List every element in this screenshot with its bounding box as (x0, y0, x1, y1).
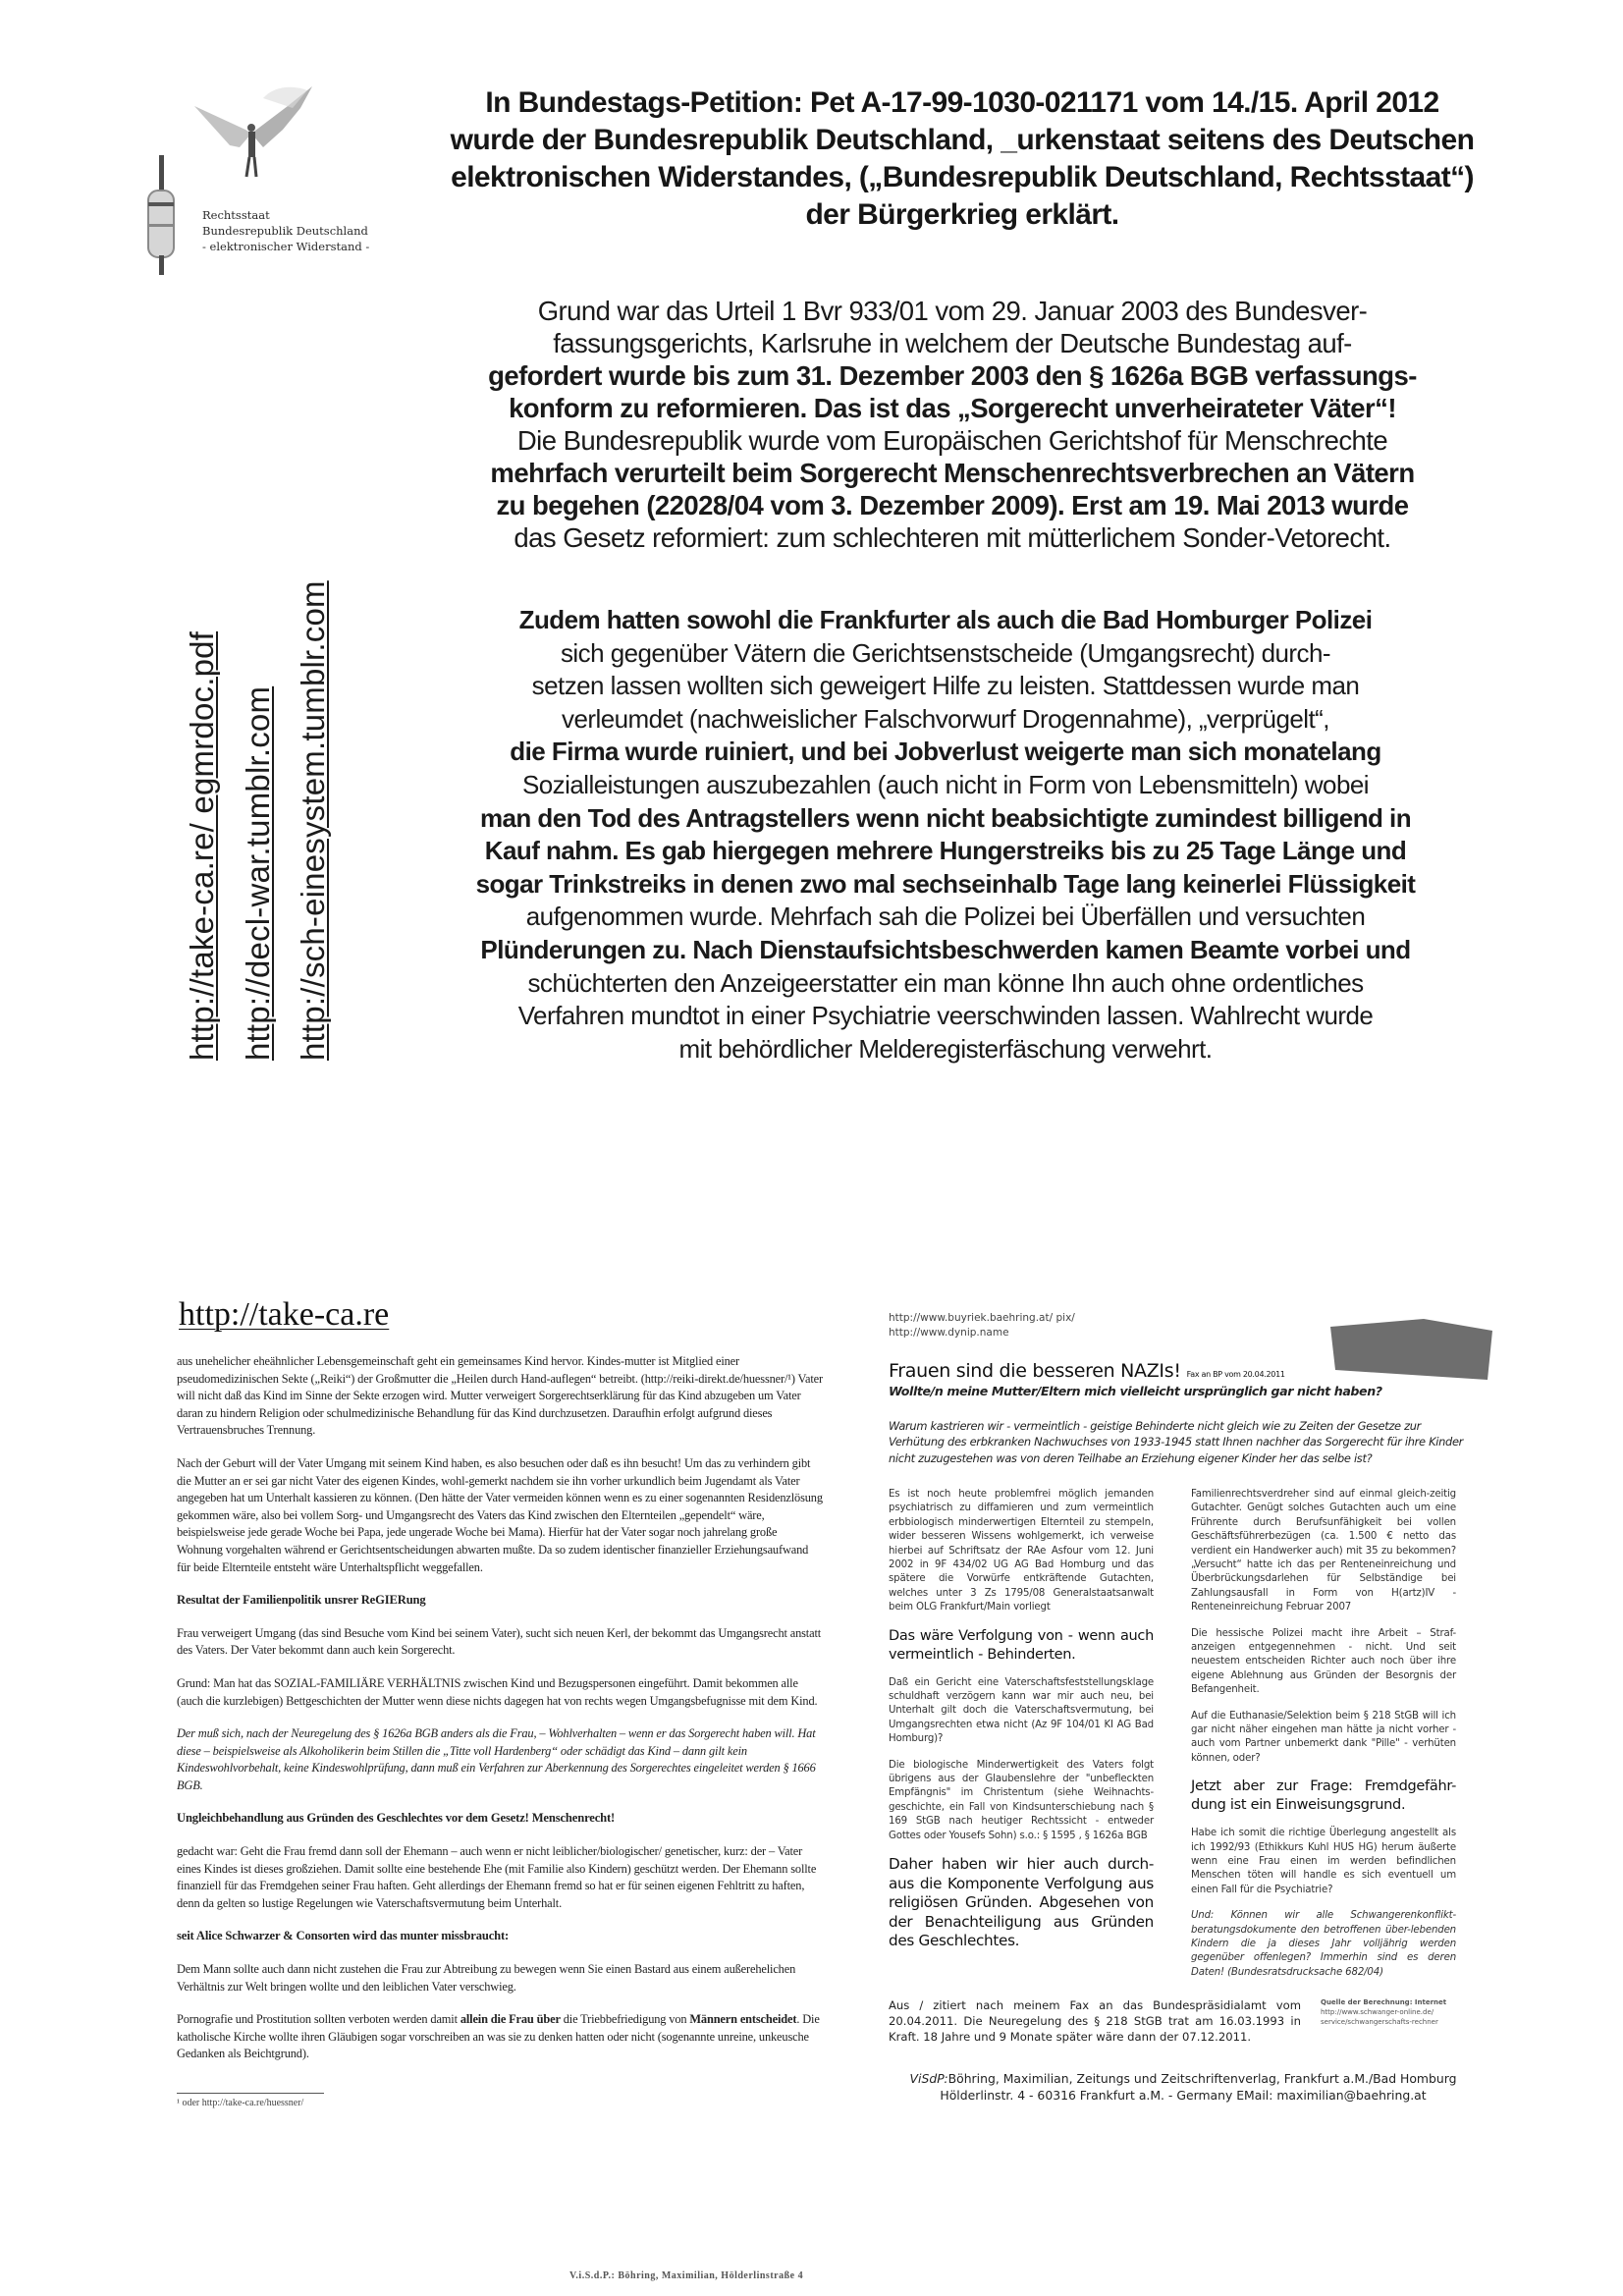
footnote-divider (177, 2093, 324, 2094)
doc-right-column-1 (889, 1488, 1154, 1992)
link-decl-war[interactable]: http://decl-war.tumblr.com (240, 685, 276, 1061)
source-label: Quelle der Berechnung: Internet (1321, 1998, 1447, 2007)
column-paragraph: Die hessische Polizei macht ihre Arbeit – Straf-anzeigen entgegennehmen - nicht. Und seit neuestem entscheiden Richter auch noch über ihre eigene Ablehnung aus Gründen der Besorgnis der Befangenheit. (1191, 1627, 1456, 1696)
doc-right-title (889, 1360, 1478, 1382)
column-paragraph: Es ist noch heute problemfrei möglich jemanden psychiatrisch zu diffamieren und zum vermeintlich erbbiologisch minderwertigen Elternteil zu stempeln, wider besseren Wissens wohlgemerkt, ich verweise hierbei auf Schriftsatz der RAe Asfour vom 12. Juni 2002 in 9F 434/02 UG AG Bad Homburg und das spätere die Vorwürfe entkräftende Gutachten, welches unter 3 Zs 1795/08 Generalstaatsanwalt beim OLG Frankfurt/Main vorliegt (889, 1488, 1154, 1613)
doc-right-subtitle: Wollte/n meine Mutter/Eltern mich vielleicht ursprünglich gar nicht haben? (889, 1384, 1382, 1398)
doc-left-imprint: V.i.S.d.P.: Böhring, Maximilian, Hölderlinstraße 4 (569, 2270, 804, 2281)
text-line: Sozialleistungen auszubezahlen (auch nicht in Form von Lebensmitteln) wobei (521, 769, 1370, 799)
link-sch-einesystem[interactable]: http://sch-einesystem.tumblr.com (295, 580, 331, 1061)
doc-left-url-link[interactable]: http://take-ca.re (179, 1296, 390, 1333)
paragraph-verdict (373, 295, 1532, 554)
text-line: konform zu reformieren. Das ist das „Sorgerecht unverheirateter Väter“! (509, 393, 1396, 423)
text-line: Verfahren mundtot in einer Psychiatrie veerschwinden lassen. Wahlrecht wurde (517, 1001, 1374, 1031)
footnote: ¹ oder http://take-ca.re/huessner/ (177, 2098, 304, 2108)
text-line: Plünderungen zu. Nach Dienstaufsichtsbeschwerden kamen Beamte vorbei und (480, 934, 1411, 964)
title-note: Fax an BP vom 20.04.2011 (1186, 1370, 1285, 1379)
doc-left-paragraph: Nach der Geburt will der Vater Umgang mit seinem Kind haben, es also besuchen oder daß es ihn besucht! Um das zu verhindern gibt die Mutter an er sei gar nicht Vater des eigenen Kindes, wohl-gemerkt nachdem sie ihn vorher urkundlich beim Jugendamt als Vater angegeben hat um Unterhalt kassieren zu können. (Den hätte der Vater vermeiden können wenn es zu einer sogenannten Residenzlösung gekommen wäre, also bei vollem Sorg- und Umgangsrecht des Vaters das Kind zwischen den Elternteilen „gependelt“ wäre, beispielsweise jede gerade Woche bei Papa, jede ungerade Woche bei Mama). Hierfür hat der Vater sogar noch jahrelang große Wohnung vorgehalten während er Gerichtsentscheidungen abwarten mußte. Da so zudem identischer finanzieller Erziehungsaufwand für beide Elternteile entsteht wäre Unterhaltspflicht weggefallen. (177, 1455, 823, 1574)
text-line: setzen lassen wollten sich geweigert Hilfe zu leisten. Stattdessen wurde man (531, 671, 1360, 701)
doc-left-paragraph: Frau verweigert Umgang (das sind Besuche vom Kind bei seinem Vater), sucht sich neuen Kerl, der bekommt das Umgangsrecht anstatt des Vaters. Der Vater bekommt dann auch kein Sorgerecht. (177, 1625, 822, 1658)
link-egmrdoc[interactable]: http://take-ca.re/ egmrdoc.pdf (184, 630, 220, 1061)
doc-right-url-link[interactable]: http://www.dynip.name (889, 1327, 1009, 1339)
doc-right-footer-note: Aus / zitiert nach meinem Fax an das Bundespräsidialamt vom 20.04.2011. Die Neuregelung des § 218 StGB trat am 16.03.1993 in Kraft. 18 Jahre und 9 Monate später wäre dann der 07.12.2011. (889, 1998, 1301, 2045)
source-url-link[interactable]: http://www.schwanger-online.de/ service/schwangerschafts-rechner (1321, 2008, 1438, 2027)
text-line: das Gesetz reformiert: zum schlechteren mit mütterlichem Sonder-Vetorecht. (514, 522, 1391, 553)
text-line: Grund war das Urteil 1 Bvr 933/01 vom 29. Januar 2003 des Bundesver- (537, 296, 1368, 326)
logo (145, 69, 410, 275)
doc-left-heading: seit Alice Schwarzer & Consorten wird das munter missbraucht: (177, 1929, 510, 1943)
text-line: gefordert wurde bis zum 31. Dezember 2003 den § 1626a BGB verfassungs- (488, 360, 1417, 391)
doc-right-imprint (889, 2070, 1478, 2104)
text-line: aufgenommen wurde. Mehrfach sah die Polizei bei Überfällen und versuchten (525, 902, 1366, 932)
column-paragraph: Familienrechtsverdreher sind auf einmal gleich-zeitig Gutachter. Genügt solches Gutachten auch um eine Frührente durch Berufsunfähigkeit bei vollen Geschäftsführerbezügen (ca. 1.500 € netto das verdient ein Handwerker auch) mit 35 zu bekommen? „Versucht“ hatte ich das per Renteneinreichung und Überbrückungsdarlehen für Selbständige bei Zahlungsausfall in Form von H(artz)IV - Renteneinreichung Februar 2007 (1191, 1488, 1456, 1613)
doc-left-paragraph: aus unehelicher eheähnlicher Lebensgemeinschaft geht ein gemeinsames Kind hervor. Kindes-mutter ist Mitglied einer pseudomedizinischen Sekte („Reiki“) der Großmutter die „Heilen durch Hand-auflegen“ betreibt. (http://reiki-direkt.de/huessner/¹) Vater will nicht daß das Kind im Sinne der Sekte erzogen wird. Mutter verweigert Sorgerechtserklärung für das Kind abzugeben um Vater daran zu hindern Religion oder schulmedizinische Behandlung für das Kind durchzusetzen. Daraufhin erfolgt aufgrund dieses Vertrauensbruches Trennung. (177, 1354, 823, 1438)
doc-left-heading: Resultat der Familienpolitik unsrer ReGIERung (177, 1593, 426, 1608)
doc-left-paragraph: gedacht war: Geht die Frau fremd dann soll der Ehemann – auch wenn er nicht leiblicher/biologischer/ genetischer, kurz: der – Vater eines Kindes ist dieses großziehen. Damit sollte eine bestehende Ehe (mit Familie also Kindern) geschützt werden. Der Ehemann sollte finanziell für das Fremdgehen seiner Frau haften. Geht allerdings der Ehemann fremd so hat er für seinen eigenen Fehltritt zu haften, denn da gelten so lustige Regelungen wie Vaterschaftsvermutung beim Unterhalt. (177, 1844, 817, 1910)
visdp-line: Böhring, Maximilian, Zeitungs und Zeitschriftenverlag, Frankfurt a.M./Bad Homburg (947, 2071, 1457, 2087)
header-line: der Bürgerkrieg erklärt. (805, 198, 1119, 231)
header-line: In Bundestags-Petition: Pet A-17-99-1030-021171 vom 14./15. April 2012 (485, 86, 1439, 119)
text-line: fassungsgerichts, Karlsruhe in welchem der Deutsche Bundestag auf- (553, 328, 1352, 358)
doc-left-paragraph: Dem Mann sollte auch dann nicht zustehen die Frau zur Abtreibung zu bewegen wenn Sie einen Bastard aus einem außerehelichen Verhältnis zur Welt bringen wollte und den leiblichen Vater verschwieg. (177, 1962, 796, 1994)
logo-text-line: - elektronischer Widerstand - (202, 240, 370, 253)
doc-right-column-2 (1191, 1488, 1456, 1992)
column-paragraph: Die biologische Minderwertigkeit des Vaters folgt übrigens aus der Glaubenslehre der "unbefleckten Empfängnis" im Christentum (siehe Weihnachts-geschichte, ein Fall von Kindsunterschiebung nach § 169 StGB nach heutiger Rechtssicht - entweder Gottes oder Yousefs Sohn) s.o.: § 1595 , § 1626a BGB (889, 1759, 1154, 1841)
scanned-document-left (177, 1296, 825, 2281)
column-heading: Das wäre Verfolgung von - wenn auch vermeintlich - Behinderten. (889, 1627, 1154, 1663)
paragraph-police (361, 604, 1530, 1066)
text-line: mehrfach verurteilt beim Sorgerecht Menschenrechtsverbrechen an Vätern (490, 458, 1415, 488)
source-box (1321, 1997, 1468, 2045)
text-line: mit behördlicher Melderegisterfäschung verwehrt. (678, 1033, 1213, 1064)
text-line: Zudem hatten sowohl die Frankfurter als auch die Bad Homburger Polizei (518, 605, 1373, 634)
text-line: die Firma wurde ruiniert, und bei Jobverlust weigerte man sich monatelang (510, 737, 1381, 767)
text-line: sich gegenüber Vätern die Gerichtsenstscheide (Umgangsrecht) durch- (560, 637, 1331, 668)
text-bold: allein die Frau über (460, 2012, 561, 2027)
doc-right-intro: Warum kastrieren wir - vermeintlich - geistige Behinderte nicht gleich wie zu Zeiten der Gesetze zur Verhütung des erbkranken Nachwuchses von 1933-1945 statt Ihnen nachher das Sorgerecht für ihre Kinder nicht zuzugestehen was von deren Teilhabe an Erziehung eigener Kinder her das selbe ist? (889, 1419, 1464, 1465)
title-text: Frauen sind die besseren NAZIs! (889, 1360, 1181, 1382)
scanned-document-right (889, 1311, 1478, 2104)
column-heading: Jetzt aber zur Frage: Fremdgefähr-dung ist ein Einweisungsgrund. (1191, 1778, 1456, 1814)
doc-left-paragraph: Grund: Man hat das SOZIAL-FAMILIÄRE VERHÄLTNIS zwischen Kind und Bezugspersonen eingeführt. Damit bekommen alle (auch die kurzlebigen) Bettgeschichten der Mutter wenn diese nichts dagegen hat von rechts wegen Umgangsbefugnisse mit dem Kind. (177, 1675, 818, 1708)
text-line: man den Tod des Antragstellers wenn nicht beabsichtigte zumindest billigend in (479, 802, 1412, 833)
doc-left-heading: Ungleichbehandlung aus Gründen des Geschlechtes vor dem Gesetz! Menschenrecht! (177, 1811, 616, 1826)
text-line: verleumdet (nachweislicher Falschvorwurf Drogennahme), „verprügelt“, (562, 703, 1329, 734)
column-paragraph: Habe ich somit die richtige Überlegung angestellt als ich 1992/93 (Ethikkurs Kuhl HUS HG) herum äußerte wenn eine Frau einen im werden befindlichen Menschen töten will handle es sich eventuell um einen Fall für die Psychiatrie? (1191, 1828, 1456, 1895)
column-paragraph: Auf die Euthanasie/Selektion beim § 218 StGB will ich gar nicht näher eingehen man hätte ja nicht vorher - auch vom Partner unbemerkt dank "Pille" - verhüten können, oder? (1191, 1710, 1456, 1764)
column-paragraph: Und: Können wir alle Schwangerenkonflikt-beratungsdokumente den betroffenen über-lebenden Kindern die ja dieses Jahr volljährig werden gegenüber offenlegen? Immerhin sind es deren Daten! (Bundesratsdrucksache 682/04) (1191, 1910, 1456, 1978)
text-line: schüchterten den Anzeigeerstatter ein man könne Ihn auch ohne ordentliches (527, 967, 1364, 998)
text-line: sogar Trinkstreiks in denen zwo mal sechseinhalb Tage lang keinerlei Flüssigkeit (475, 868, 1416, 899)
text-span: . Die katholische Kirche wollte ihren Gläubigen sogar vorschreiben an was sie zu denken hatten oder nicht (sogenannte unreine, unkeusche Gedanken als Beichtgrund). (177, 2012, 820, 2061)
text-span: Pornografie und Prostitution sollten verboten werden damit (177, 2012, 460, 2027)
column-heading: Daher haben wir hier auch durch-aus die Komponente Verfolgung aus religiösen Gründen. Abgesehen von der Benachteiligung aus Gründen des Geschlechtes. (889, 1855, 1154, 1950)
column-paragraph: Daß ein Gericht eine Vaterschaftsfeststellungsklage schuldhaft verzögern kann war mir auch neu, bei Unterhalt gilt doch die Vaterschaftsvermutung, bei Umgangsrechten etwa nicht (Az 9F 104/01 KI AG Bad Homburg)? (889, 1676, 1154, 1745)
text-line: Kauf nahm. Es gab hiergegen mehrere Hungerstreiks bis zu 25 Tage Länge und (484, 836, 1407, 866)
doc-left-paragraph (177, 2011, 825, 2063)
text-line: Die Bundesrepublik wurde vom Europäischen Gerichtshof für Menschrechte (516, 425, 1388, 456)
logo-text-line: Bundesrepublik Deutschland (202, 224, 368, 238)
text-bold: Männern entscheidet (689, 2012, 797, 2027)
header-declaration (412, 84, 1512, 234)
text-line: zu begehen (22028/04 vom 3. Dezember 2009). Erst am 19. Mai 2013 wurde (496, 490, 1409, 520)
header-line: elektronischen Widerstandes, („Bundesrepublik Deutschland, Rechtsstaat“) (451, 161, 1474, 193)
header-line: wurde der Bundesrepublik Deutschland, _urkenstaat seitens des Deutschen (450, 124, 1475, 156)
doc-right-url-link[interactable]: http://www.buyriek.baehring.at/ pix/ (889, 1312, 1075, 1324)
logo-text-line: Rechtsstaat (202, 208, 270, 222)
doc-left-paragraph: Der muß sich, nach der Neuregelung des § 1626a BGB anders als die Frau, – Wohlverhalten – wenn er das Sorgerecht haben will. Hat diese – beispielsweise als Alkoholikerin beim Stillen die „Titte voll Hardenberg“ oder schädigt das Kind – dann gilt kein Kindeswohlvorbehalt, keine Kindeswohlprüfung, dann muß ein Verfahren zur Aberkennung des Sorgerechtes eingeleitet werden § 1666 BGB. (177, 1726, 816, 1792)
text-span: die Triebbefriedigung von (560, 2012, 690, 2027)
visdp-line: Hölderlinstr. 4 - 60316 Frankfurt a.M. - Germany EMail: maximilian@baehring.at (940, 2088, 1427, 2104)
visdp-label: ViSdP: (909, 2071, 948, 2087)
